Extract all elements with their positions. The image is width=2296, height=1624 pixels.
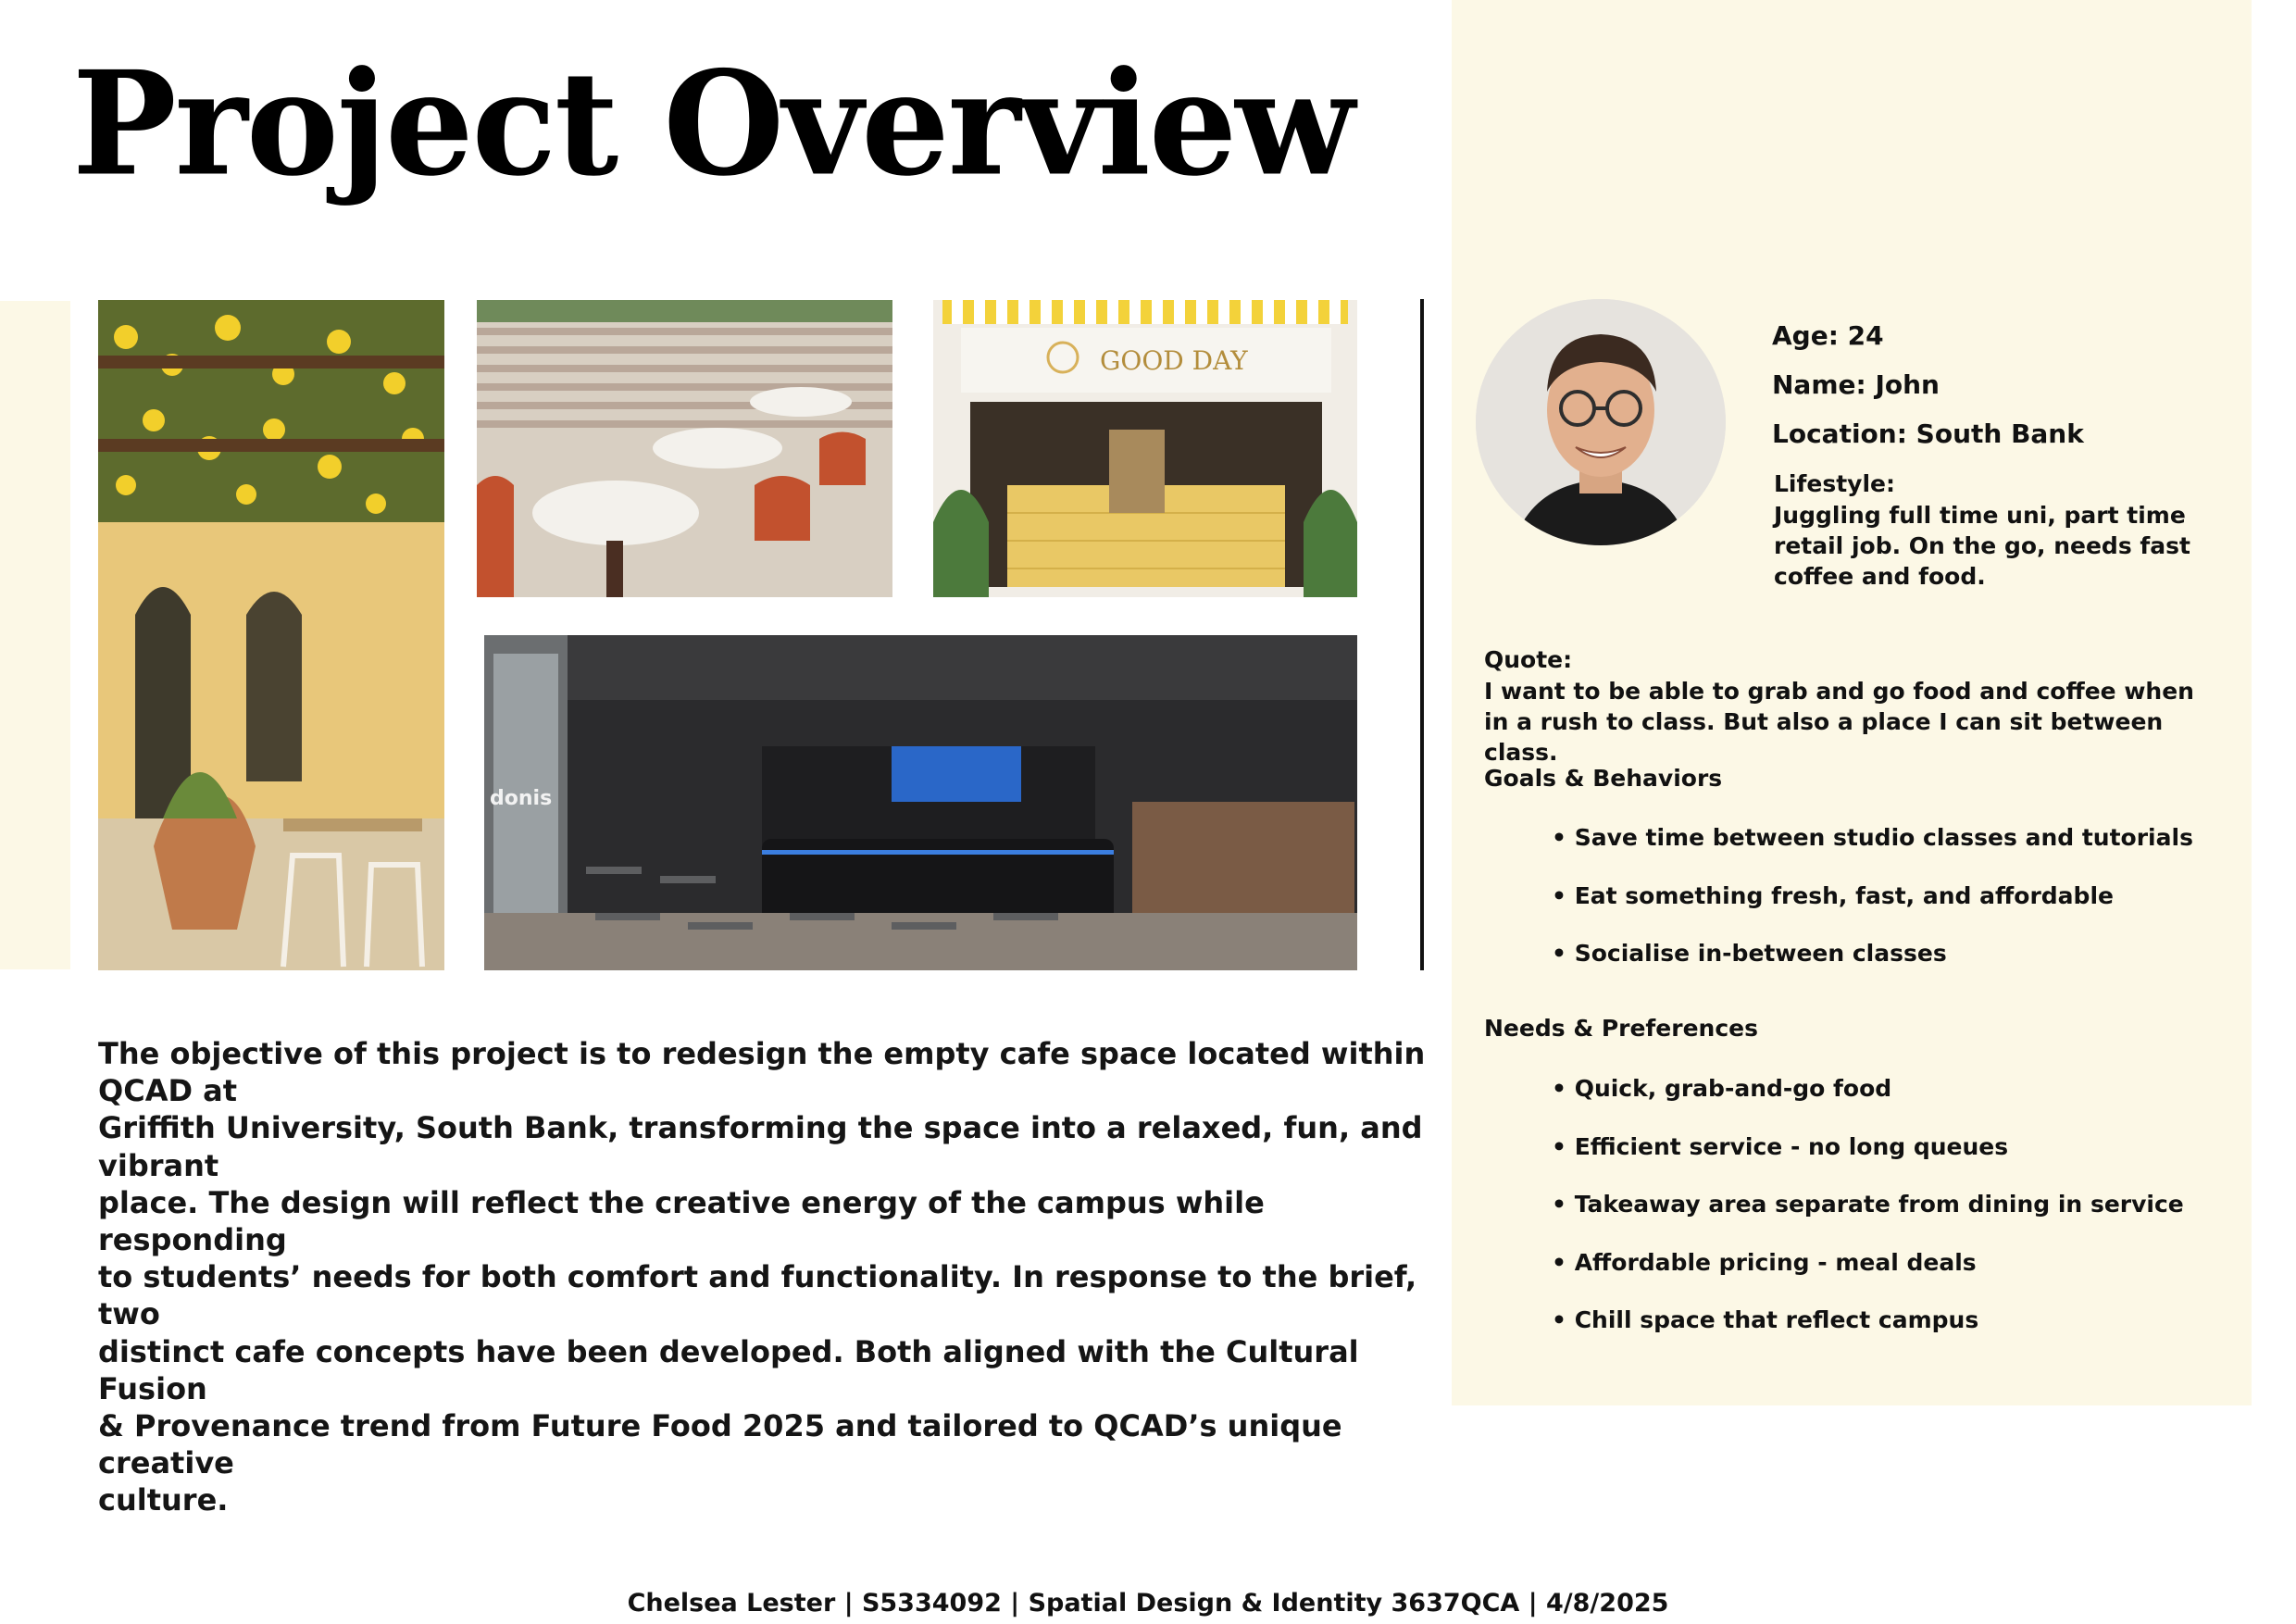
needs-heading: Needs & Preferences bbox=[1484, 1015, 1758, 1042]
cafe-interior-photo bbox=[484, 635, 1357, 970]
goals-list bbox=[1552, 822, 2193, 996]
list-item: • Chill space that reflect campus bbox=[1552, 1305, 2184, 1363]
quote-text: I want to be able to grab and go food and coffee when in a rush to class. But also a place I can sit between class. bbox=[1484, 678, 2194, 766]
persona-name: Name: John bbox=[1772, 369, 1940, 400]
list-item: • Affordable pricing - meal deals bbox=[1552, 1247, 2184, 1305]
persona-age: Age: 24 bbox=[1772, 320, 1884, 351]
goals-heading: Goals & Behaviors bbox=[1484, 765, 1723, 792]
persona-location: Location: South Bank bbox=[1772, 418, 2084, 449]
quote-label: Quote: bbox=[1484, 646, 1573, 673]
vertical-divider bbox=[1420, 299, 1424, 970]
persona-avatar bbox=[1476, 299, 1726, 545]
booth-seating-photo bbox=[477, 300, 892, 597]
good-day-sign-text: GOOD DAY bbox=[1100, 345, 1248, 376]
lifestyle-text: Juggling full time uni, part time retail job. On the go, needs fast coffee and food. bbox=[1774, 502, 2190, 590]
lemon-courtyard-photo bbox=[98, 300, 444, 970]
list-item: • Quick, grab-and-go food bbox=[1552, 1073, 2184, 1131]
list-item: • Eat something fresh, fast, and affordable bbox=[1552, 881, 2193, 939]
lifestyle-label: Lifestyle: bbox=[1774, 470, 1895, 497]
page-title: Project Overview bbox=[72, 40, 1354, 208]
interior-sign-text: donis bbox=[490, 787, 553, 810]
needs-list bbox=[1552, 1073, 2184, 1363]
list-item: • Save time between studio classes and tutorials bbox=[1552, 822, 2193, 881]
left-accent-strip bbox=[0, 301, 70, 969]
good-day-kiosk-photo bbox=[933, 300, 1357, 597]
page-footer: Chelsea Lester | S5334092 | Spatial Design & Identity 3637QCA | 4/8/2025 bbox=[627, 1589, 1669, 1618]
list-item: • Takeaway area separate from dining in service bbox=[1552, 1189, 2184, 1247]
list-item: • Socialise in-between classes bbox=[1552, 938, 2193, 996]
list-item: • Efficient service - no long queues bbox=[1552, 1131, 2184, 1190]
project-objective-paragraph: The objective of this project is to redesign the empty cafe space located within QCAD at Griffith University, South Bank, transforming the space into a relaxed, fun, and vibrant place. The design will reflect the creative energy of the campus while responding to students’ needs for both comfort and functionality. In response to the brief, two distinct cafe concepts have been developed. Both aligned with the Cultural Fusion & Provenance trend from Future Food 2025 and tailored to QCAD’s unique creative culture. bbox=[98, 1036, 1426, 1518]
